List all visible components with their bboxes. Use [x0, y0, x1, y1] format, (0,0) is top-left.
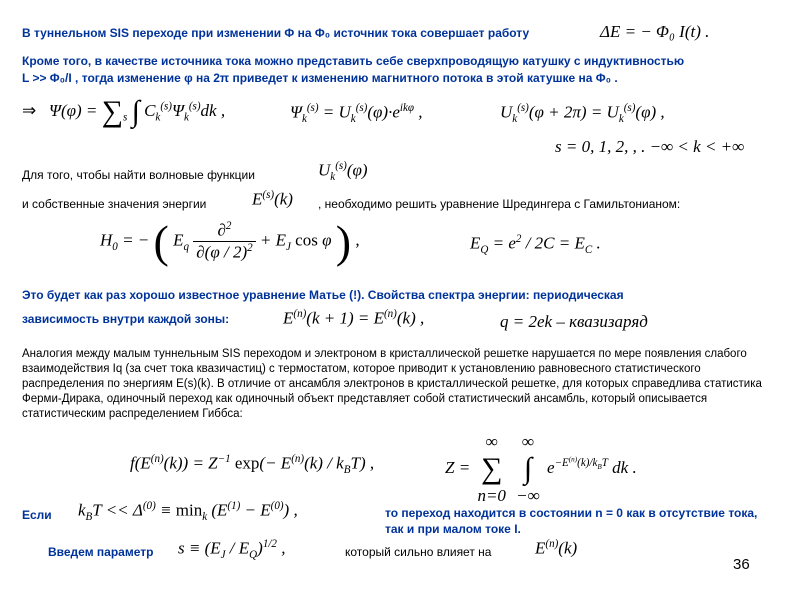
text-find-wf: Для того, чтобы найти волновые функции: [22, 168, 255, 182]
formula-work: ΔE = − Φ₀ I(t) .: [600, 22, 710, 41]
text-mathieu1: Это будет как раз хорошо известное уравнение Матье (!). Свойства спектра энергии: периодическая: [22, 288, 624, 302]
formula-band-periodic: $E^{(n)}(k + 1) = E^{(n)}(k)$ ,: [283, 308, 425, 328]
formula-s-param: $s \equiv (E_J / E_Q)^{1/2}$ ,: [178, 538, 286, 562]
text-state2: так и при малом токе I.: [385, 522, 521, 536]
formula-psi: ⇒ $\Psi(\varphi) = \sum_s$ ∫ $C_k^{(s)}\Psi_k^{(s)}dk$ ,: [22, 95, 226, 128]
intro-line2: Кроме того, в качестве источника тока можно представить себе сверхпроводящую катушку с индуктивностью: [22, 54, 685, 68]
formula-quasicharge: q = 2ek – квазизаряд: [500, 312, 648, 331]
text-state1: то переход находится в состоянии n = 0 как в отсутствие тока,: [385, 506, 758, 520]
formula-condition: $k_BT << \Delta^{(0)} \equiv \min_k (E^{(1)} - E^{(0)})$ ,: [78, 500, 298, 524]
formula-u-k: $U_k^{(s)}(\varphi)$: [318, 160, 368, 184]
formula-psi-k: $\Psi_k^{(s)} = U_k^{(s)}(\varphi)\cdot e^{ik\varphi}$ ,: [290, 102, 423, 126]
formula-periodic: $U_k^{(s)}(\varphi + 2\pi) = U_k^{(s)}(\varphi)$ ,: [500, 102, 665, 126]
formula-range: s = 0, 1, 2, , . −∞ < k < +∞: [555, 137, 745, 156]
formula-gibbs: $f(E^{(n)}(k)) = Z^{-1}$ $\exp(- E^{(n)}(k) / k_BT)$ ,: [130, 453, 375, 477]
page-number: 36: [733, 556, 750, 573]
text-analogy: Аналогия между малым туннельным SIS переходом и электроном в кристаллической решетке нарушается по мере появления слабого взаимодействия Iq (за счет тока квазичастиц) с термостатом, которое приводит к установлению равновесного статистического распределения по энергиям E(s)(k). В отличие от ансамбля электронов в кристаллической решетке, для которых справедлива статистика Ферми-Дирака, одиночный переход как одиночный объект представляет собой статистический ансамбль, который описывается статистическим распределением Гиббса:: [22, 348, 762, 420]
text-introduce: Введем параметр: [48, 545, 154, 559]
formula-ec: $E_Q = e^2 / 2C = E_C$ .: [470, 233, 601, 257]
text-if: Если: [22, 508, 52, 522]
intro-line3: L >> Φ₀/I , тогда изменение φ на 2π приведет к изменению магнитного потока в этой катушке на Φ₀ .: [22, 71, 618, 85]
formula-e-n-k: $E^{(n)}(k)$: [535, 538, 578, 558]
text-and-energy: и собственные значения энергии: [22, 197, 207, 211]
text-schrodinger: , необходимо решить уравнение Шредингера с Гамильтонианом:: [318, 197, 681, 211]
formula-partition: Z = ∞ ∑ n=0 ∞ ∫ −∞ $e^{-E^{(n)}(k)/k_BT}$ dk .: [445, 432, 637, 505]
text-influences: который сильно влияет на: [345, 545, 492, 559]
implies-arrow: ⇒: [22, 100, 37, 120]
text-mathieu2: зависимость внутри каждой зоны:: [22, 312, 230, 326]
formula-e-s-k: $E^{(s)}(k)$: [252, 189, 293, 209]
formula-hamiltonian: $H_0$ = − ( $E_q$ $\frac{\partial^2}{\partial(\varphi / 2)^2}$ + $E_J$ cos φ ) ,: [100, 216, 360, 267]
intro-line1: В туннельном SIS переходе при изменении Φ на Φ₀ источник тока совершает работу: [22, 26, 530, 40]
